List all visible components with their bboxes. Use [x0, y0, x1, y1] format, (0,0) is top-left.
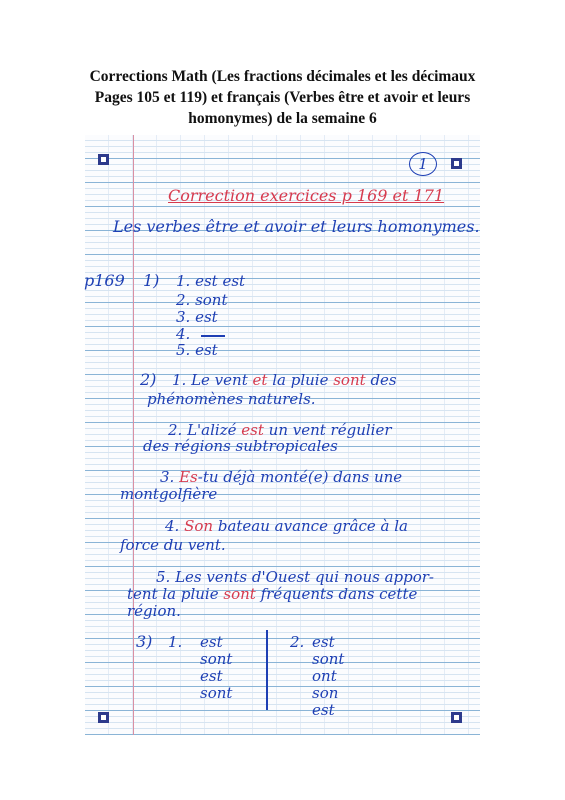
ex2-sentence-1-line-2: phénomènes naturels.	[147, 390, 316, 408]
ex2-sentence-3: 3. Es-tu déjà monté(e) dans une	[160, 468, 403, 486]
column-separator	[266, 630, 268, 710]
ex3-right-5: est	[312, 701, 335, 719]
subheading: Les verbes être et avoir et leurs homonymes.	[113, 217, 480, 236]
ex3-left-3: est	[200, 667, 223, 685]
ex2-sentence-4-line-2: force du vent.	[120, 536, 226, 554]
ex3-left-1: est	[200, 633, 223, 651]
punch-hole-top-left	[98, 154, 109, 165]
ex2-sentence-5-line-3: région.	[127, 602, 181, 620]
title-line-3: homonymes) de la semaine 6	[188, 110, 377, 127]
ex3-left-4: sont	[200, 684, 233, 702]
punch-hole-bottom-right	[451, 712, 462, 723]
page-number: 1	[409, 152, 437, 176]
ex3-right-3: ont	[312, 667, 337, 685]
exercise-2-number: 2)	[140, 370, 157, 389]
ex1-item-4-blank	[201, 335, 225, 337]
ex1-item-5: 5. est	[176, 341, 218, 359]
ex2-sentence-5-line-2: tent la pluie sont fréquents dans cette	[127, 585, 418, 603]
ex2-sentence-2: 2. L'alizé est un vent régulier	[168, 421, 392, 439]
ex3-right-1: est	[312, 633, 335, 651]
ex1-item-3: 3. est	[176, 308, 218, 326]
ex1-item-4: 4.	[176, 325, 191, 343]
title-line-1: Corrections Math (Les fractions décimales et les décimaux	[89, 68, 476, 85]
ex3-right-4: son	[312, 684, 339, 702]
ex3-left-number: 1.	[168, 633, 183, 651]
ex1-item-1: 1. est est	[176, 272, 246, 290]
exercise-3-number: 3)	[136, 632, 153, 651]
ex2-sentence-4: 4. Son bateau avance grâce à la	[165, 517, 408, 535]
page-reference: p169	[84, 271, 125, 290]
ex3-right-number: 2.	[290, 633, 305, 651]
ex1-item-2: 2. sont	[176, 291, 228, 309]
correction-heading: Correction exercices p 169 et 171	[168, 186, 445, 205]
ex3-left-2: sont	[200, 650, 233, 668]
ex3-right-2: sont	[312, 650, 345, 668]
title-line-2: Pages 105 et 119) et français (Verbes être et avoir et leurs	[94, 89, 471, 106]
ex2-sentence-5: 5. Les vents d'Ouest qui nous appor-	[156, 568, 435, 586]
ex2-sentence-3-line-2: montgolfière	[120, 485, 218, 503]
ex2-sentence-1: 1. Le vent et la pluie sont des	[172, 371, 397, 389]
punch-hole-top-right	[451, 158, 462, 169]
document-title	[20, 66, 545, 129]
ex2-sentence-2-line-2: des régions subtropicales	[143, 437, 338, 455]
exercise-1-number: 1)	[143, 271, 160, 290]
punch-hole-bottom-left	[98, 712, 109, 723]
